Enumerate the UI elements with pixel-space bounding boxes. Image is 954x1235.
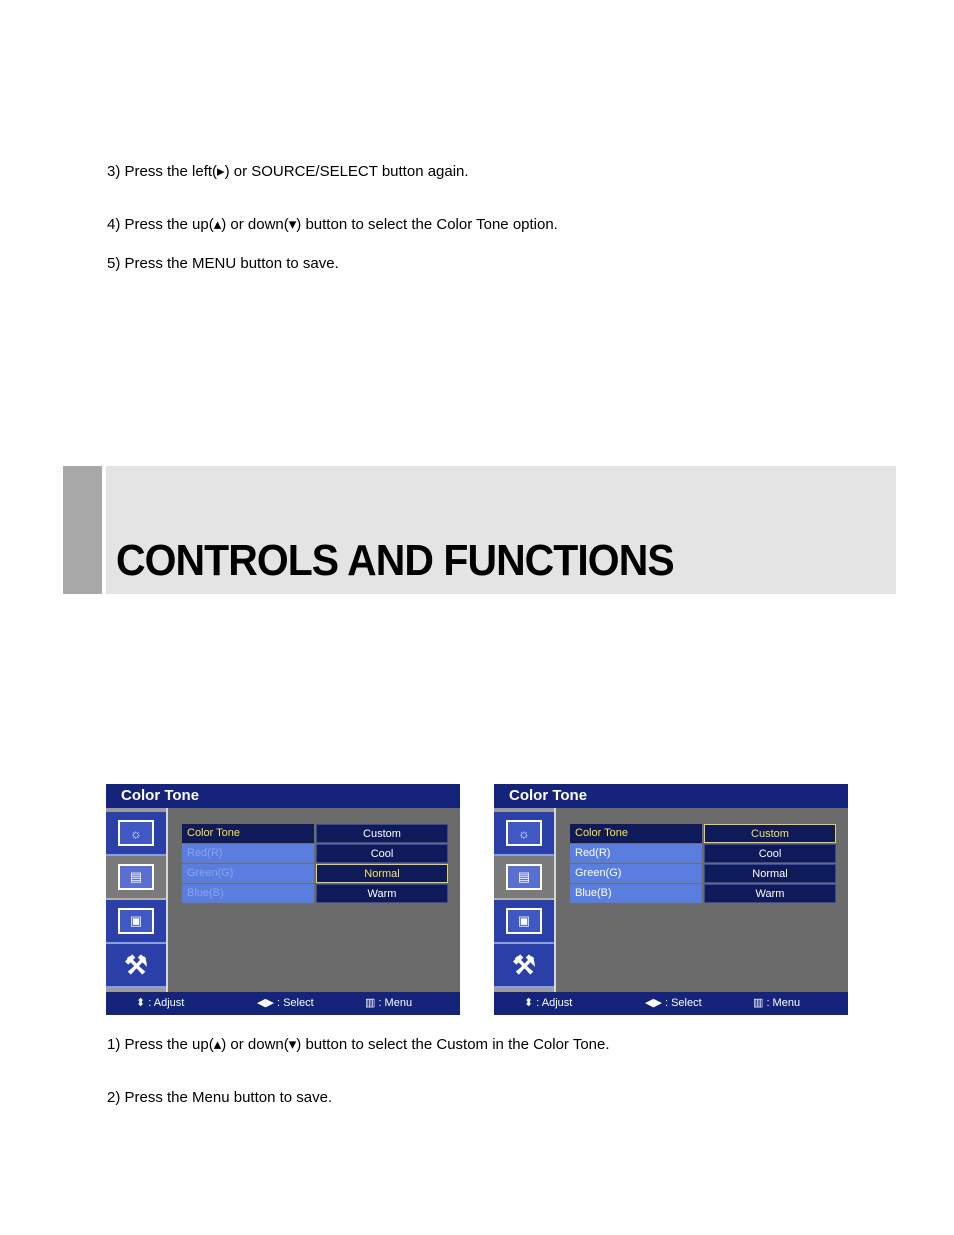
osd-footer xyxy=(106,992,460,1015)
picture-icon: ☼ xyxy=(494,812,554,856)
osd-row-label: Blue(B) xyxy=(570,884,702,903)
osd-row-value-selected: Normal xyxy=(316,864,448,883)
osd-row-label: Red(R) xyxy=(182,844,314,863)
osd-row-value: Cool xyxy=(316,844,448,863)
step-1-text: 1) Press the up(▴) or down(▾) button to select the Custom in the Color Tone. xyxy=(107,1036,610,1053)
osd-row-label: Color Tone xyxy=(570,824,702,843)
osd-sidebar xyxy=(494,808,554,992)
image-icon: ▣ xyxy=(106,900,166,944)
osd-row-value: Custom xyxy=(316,824,448,843)
osd-row-value: Warm xyxy=(316,884,448,903)
menu-hint: ▥ : Menu xyxy=(753,997,801,1009)
tools-icon: ⚒ xyxy=(494,944,554,988)
tools-icon: ⚒ xyxy=(106,944,166,988)
adjust-hint: ⬍ : Adjust xyxy=(524,997,573,1009)
step-5-text: 5) Press the MENU button to save. xyxy=(107,255,339,272)
osd-screenshot-right xyxy=(494,784,848,1015)
color-settings-icon: ▤ xyxy=(106,856,166,900)
step-4-text: 4) Press the up(▴) or down(▾) button to select the Color Tone option. xyxy=(107,216,558,233)
osd-footer xyxy=(494,992,848,1015)
step-3-text: 3) Press the left(▸) or SOURCE/SELECT button again. xyxy=(107,163,469,180)
picture-icon: ☼ xyxy=(106,812,166,856)
osd-row-label: Green(G) xyxy=(182,864,314,883)
osd-row-green xyxy=(182,864,448,883)
osd-row-label: Red(R) xyxy=(570,844,702,863)
osd-title: Color Tone xyxy=(106,784,460,808)
section-banner xyxy=(106,466,896,594)
menu-hint: ▥ : Menu xyxy=(365,997,413,1009)
osd-sidebar xyxy=(106,808,166,992)
osd-row-value: Warm xyxy=(704,884,836,903)
osd-row-color-tone xyxy=(182,824,448,843)
osd-row-value-selected: Custom xyxy=(704,824,836,843)
osd-row-red xyxy=(570,844,836,863)
color-settings-icon: ▤ xyxy=(494,856,554,900)
osd-screenshot-left xyxy=(106,784,460,1015)
osd-row-blue xyxy=(182,884,448,903)
image-icon: ▣ xyxy=(494,900,554,944)
osd-row-label: Green(G) xyxy=(570,864,702,883)
section-banner-accent xyxy=(63,466,102,594)
osd-row-blue xyxy=(570,884,836,903)
adjust-hint: ⬍ : Adjust xyxy=(136,997,185,1009)
osd-row-color-tone xyxy=(570,824,836,843)
step-2-text: 2) Press the Menu button to save. xyxy=(107,1089,333,1106)
osd-row-label: Color Tone xyxy=(182,824,314,843)
osd-row-value: Cool xyxy=(704,844,836,863)
select-hint: ◀▶ : Select xyxy=(645,997,702,1009)
select-hint: ◀▶ : Select xyxy=(257,997,314,1009)
osd-row-value: Normal xyxy=(704,864,836,883)
section-title: CONTROLS AND FUNCTIONS xyxy=(116,536,674,585)
osd-row-label: Blue(B) xyxy=(182,884,314,903)
osd-title: Color Tone xyxy=(494,784,848,808)
osd-row-red xyxy=(182,844,448,863)
osd-row-green xyxy=(570,864,836,883)
